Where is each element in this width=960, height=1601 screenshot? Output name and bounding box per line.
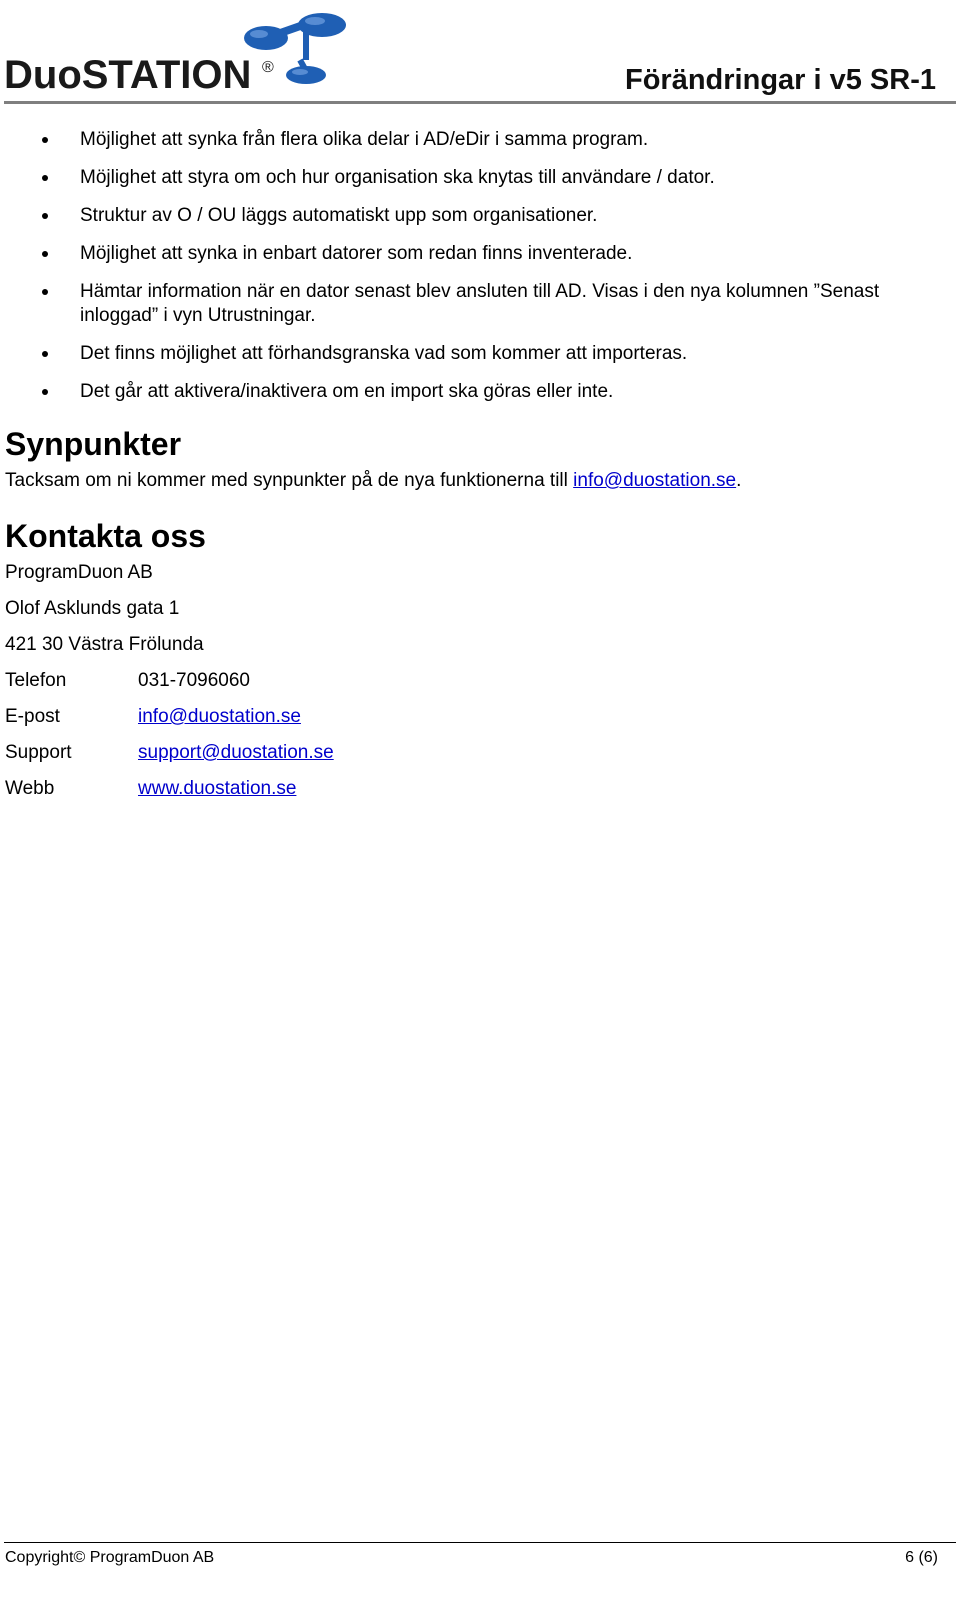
feedback-heading: Synpunkter [5, 426, 182, 462]
bullet-icon [42, 251, 48, 257]
phone-label: Telefon [5, 670, 67, 691]
header-divider [4, 101, 956, 104]
email-label: E-post [5, 706, 60, 727]
bullet-icon [42, 213, 48, 219]
feedback-text: Tacksam om ni kommer med synpunkter på de nya funktionerna till info@duostation.se. [5, 470, 742, 491]
feedback-email-link[interactable]: info@duostation.se [573, 470, 737, 491]
registered-mark: ® [262, 59, 274, 76]
list-item: Hämtar information när en dator senast blev ansluten till AD. Visas i den nya kolumnen ”Senast inloggad” i vyn Utrustningar. [0, 280, 960, 328]
contact-row-web [5, 777, 296, 801]
page-number: 6 (6) [905, 1549, 938, 1566]
company-name: ProgramDuon AB [5, 562, 153, 583]
feedback-section [5, 425, 945, 493]
bullet-icon [42, 137, 48, 143]
phone-value: 031-7096060 [138, 670, 250, 691]
footer-divider [4, 1542, 956, 1543]
feature-list [0, 128, 960, 418]
bullet-icon [42, 389, 48, 395]
list-item: Möjlighet att synka in enbart datorer som redan finns inventerade. [0, 242, 960, 266]
contact-row-email [5, 705, 301, 729]
web-label: Webb [5, 778, 55, 799]
list-item: Möjlighet att styra om och hur organisation ska knytas till användare / dator. [0, 166, 960, 190]
contact-heading: Kontakta oss [5, 518, 206, 554]
support-label: Support [5, 742, 72, 763]
logo-molecule-icon [244, 13, 346, 84]
list-item: Struktur av O / OU läggs automatiskt upp som organisationer. [0, 204, 960, 228]
email-link[interactable]: info@duostation.se [138, 706, 301, 727]
contact-row-phone [5, 669, 250, 693]
bullet-icon [42, 175, 48, 181]
contact-row-support [5, 741, 334, 765]
contact-heading-wrap [5, 517, 945, 555]
bullet-icon [42, 289, 48, 295]
support-email-link[interactable]: support@duostation.se [138, 742, 334, 763]
city-address: 421 30 Västra Frölunda [5, 634, 204, 655]
list-item: Möjlighet att synka från flera olika delar i AD/eDir i samma program. [0, 128, 960, 152]
footer-copyright: Copyright© ProgramDuon AB [5, 1549, 215, 1566]
bullet-icon [42, 351, 48, 357]
website-link[interactable]: www.duostation.se [138, 778, 297, 799]
document-title: Förändringar i v5 SR-1 [624, 64, 936, 96]
list-item: Det finns möjlighet att förhandsgranska vad som kommer att importeras. [0, 342, 960, 366]
logo-wordmark: DuoSTATION [4, 53, 252, 96]
duostation-logo [4, 8, 364, 96]
page-header [0, 0, 960, 105]
list-item: Det går att aktivera/inaktivera om en import ska göras eller inte. [0, 380, 960, 404]
street-address: Olof Asklunds gata 1 [5, 598, 180, 619]
